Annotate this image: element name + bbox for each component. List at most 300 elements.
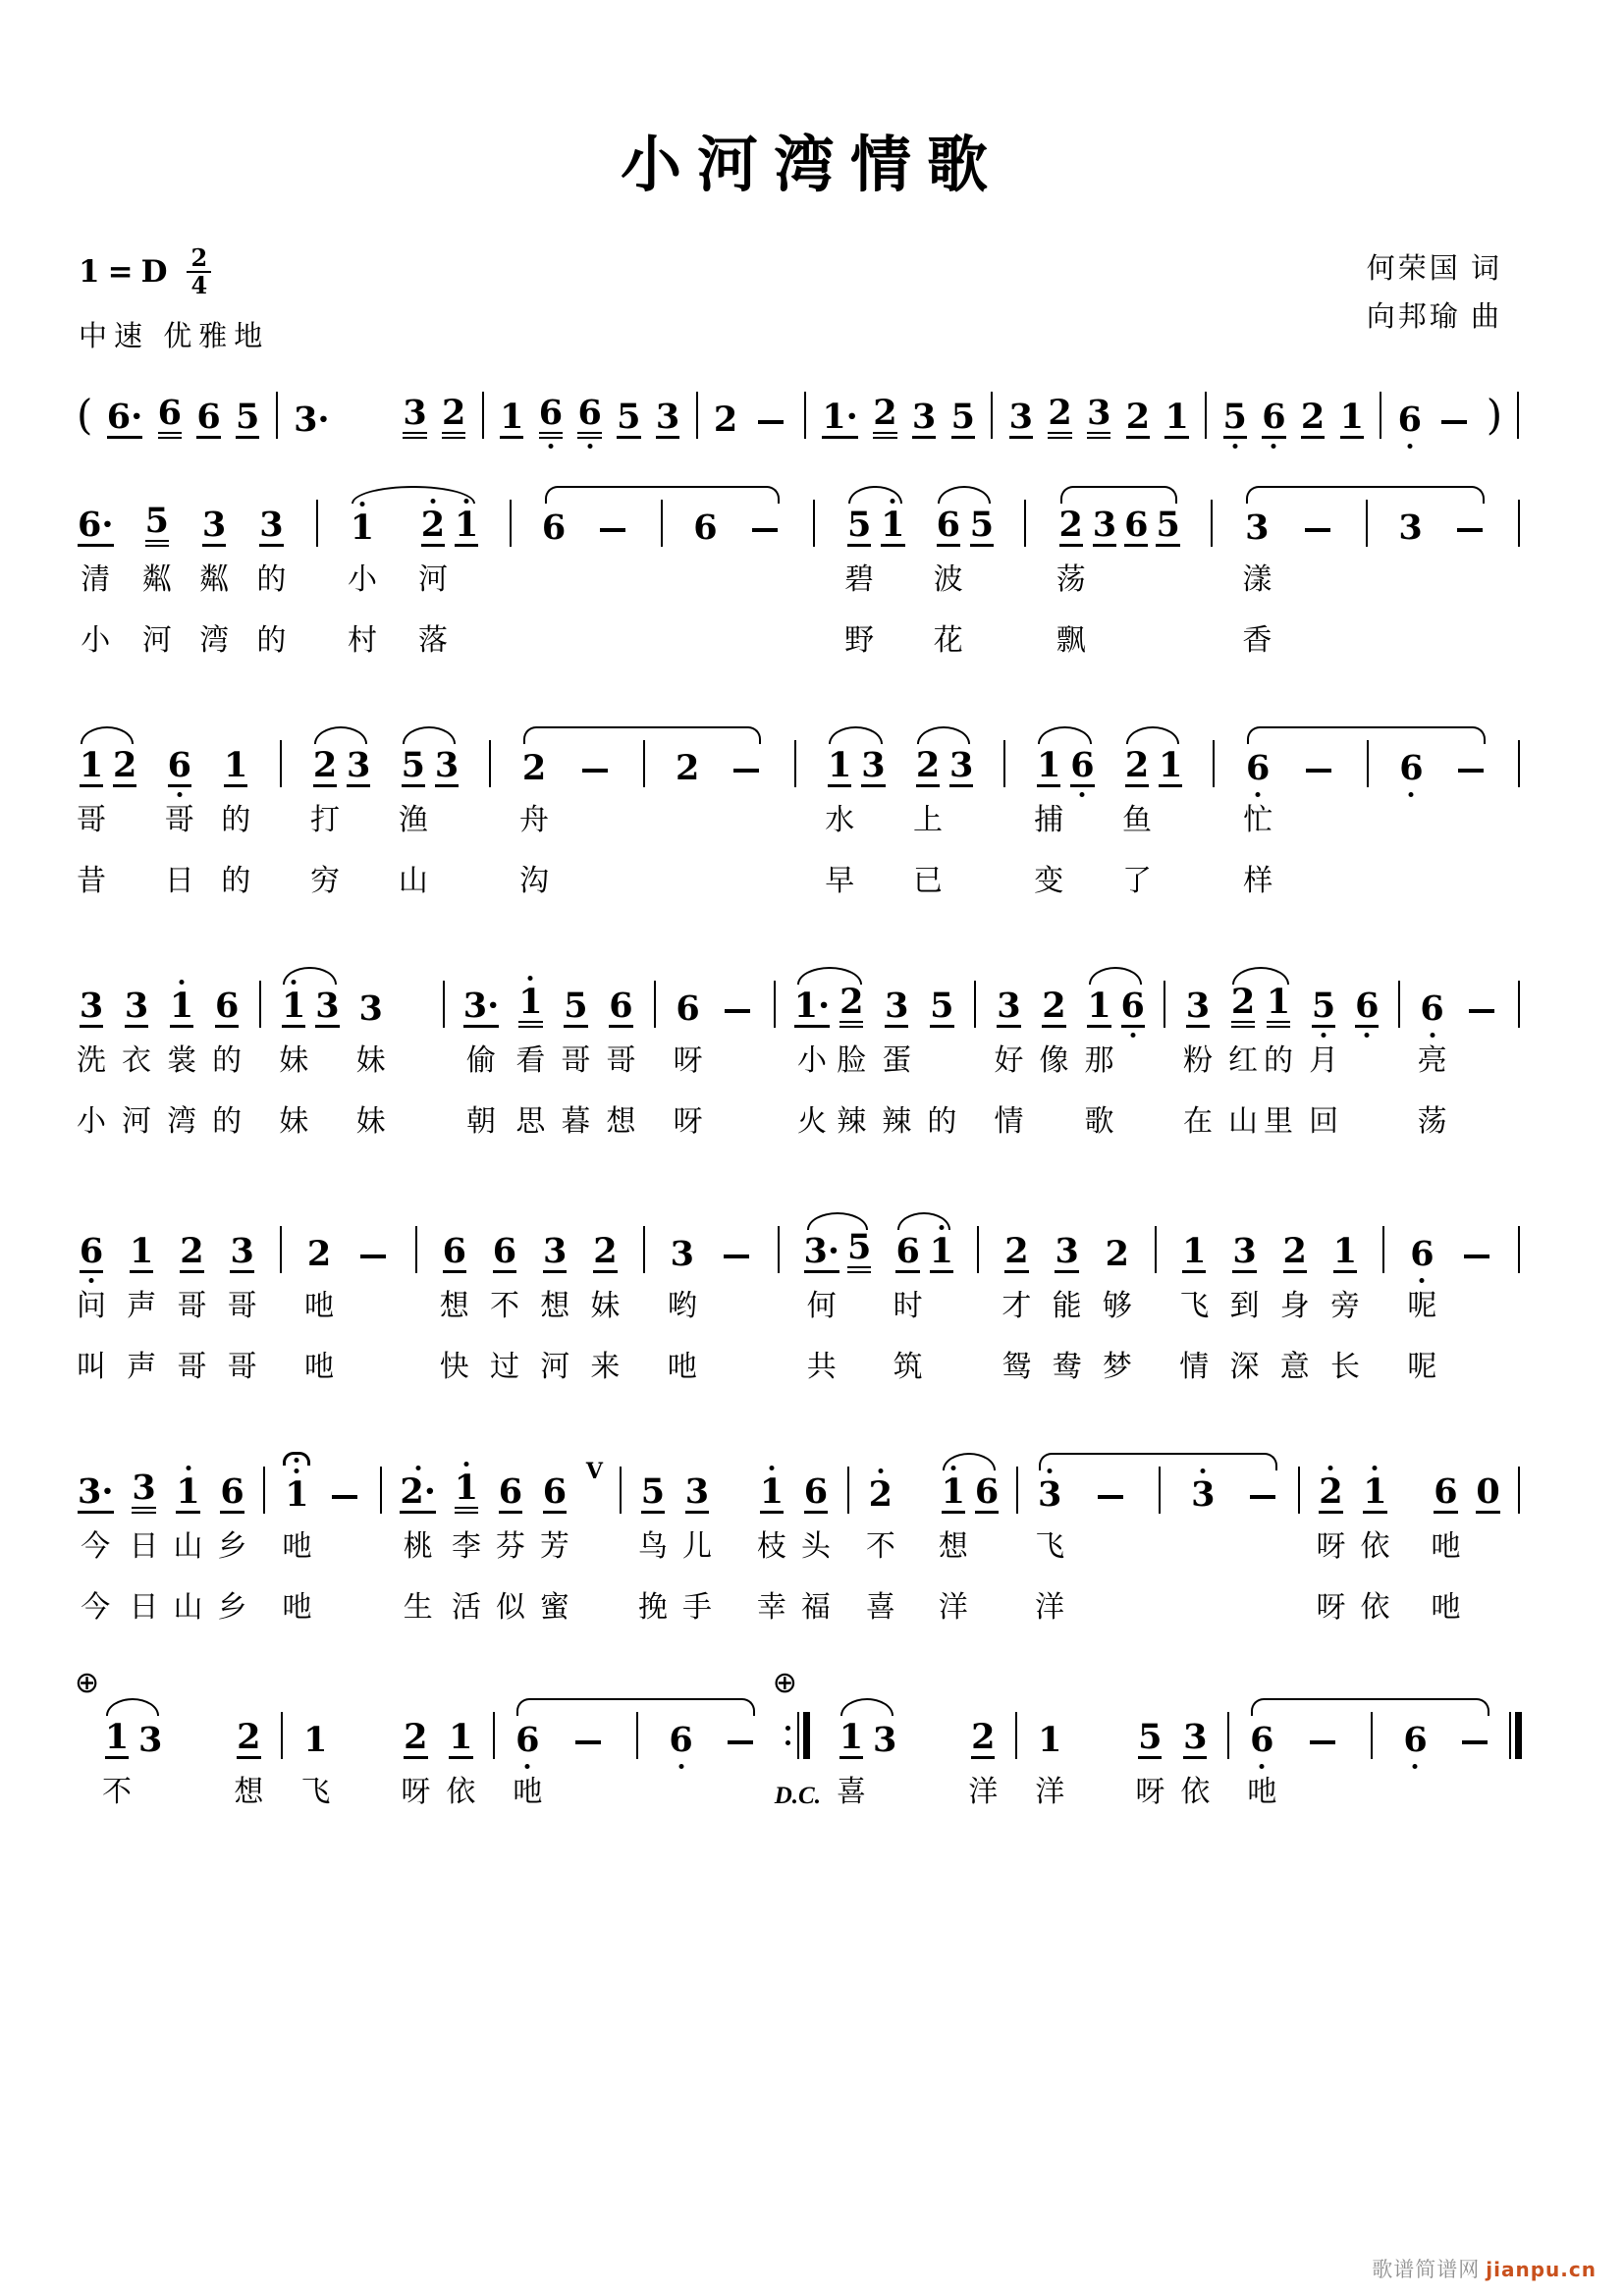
duration-dash	[360, 1255, 386, 1258]
note-digit: 5	[617, 397, 641, 437]
slur-notes	[102, 1702, 163, 1810]
coda-icon: ⊕	[75, 1666, 100, 1700]
note-digit: 5	[236, 397, 260, 437]
note	[640, 1471, 666, 1514]
music-system-7	[75, 1666, 1522, 1810]
notation-row	[563, 971, 588, 1028]
note-digit: 2	[1124, 745, 1150, 785]
note	[1185, 988, 1211, 1028]
notation-row	[1516, 1457, 1522, 1514]
note-digit: 3	[1037, 1474, 1062, 1515]
lyric-syllable: 哥	[77, 804, 106, 836]
slur-notes	[519, 730, 765, 899]
lyric-syllable: 吔	[513, 1776, 543, 1808]
notation-row	[258, 490, 284, 547]
note-digit: 5	[401, 745, 425, 785]
note-cell	[490, 1216, 519, 1385]
notation-row	[521, 730, 547, 787]
barline	[813, 500, 815, 547]
bar-cell	[487, 730, 493, 899]
lyric-syllable: 朝	[466, 1105, 497, 1138]
notation-row	[401, 730, 426, 787]
notation-row	[491, 1702, 497, 1759]
lyric-syllable: 依	[1360, 1530, 1390, 1563]
slur-notes	[934, 490, 995, 659]
notation-row	[827, 730, 852, 787]
note-cell	[927, 971, 956, 1140]
barline	[1398, 981, 1400, 1028]
notation-row	[1516, 1216, 1522, 1273]
notation-row	[929, 1216, 954, 1273]
duration-dash	[1469, 1009, 1494, 1013]
lyric-syllable: 鸳	[1001, 1351, 1032, 1383]
notation-row	[772, 971, 778, 1028]
lyric-syllable: 情	[994, 1105, 1024, 1138]
notation-row	[129, 1216, 154, 1273]
note-cell	[293, 382, 331, 439]
note	[401, 745, 426, 787]
notation-row	[802, 382, 808, 439]
note-digit: 2	[237, 1717, 261, 1757]
slur-notes	[1228, 971, 1293, 1140]
lyric-syllable: 吔	[1247, 1776, 1277, 1808]
notation-row	[950, 382, 976, 439]
note	[1041, 988, 1066, 1028]
note-cell	[1179, 1216, 1209, 1385]
note	[1054, 1231, 1079, 1273]
note-digit: 6	[492, 1231, 517, 1271]
note-digit: 2	[312, 745, 338, 785]
cell	[746, 490, 784, 659]
parenthesis: (	[77, 391, 93, 439]
note-digit: 1	[1159, 745, 1183, 785]
barline	[1518, 500, 1520, 547]
lyric-syllable: 碧	[844, 563, 875, 596]
notation-row	[1037, 1702, 1062, 1759]
note-digit: 1	[1332, 1231, 1358, 1271]
notation-row	[1419, 971, 1444, 1028]
notation-row	[1354, 971, 1380, 1028]
lyric-syllable: 来	[590, 1351, 621, 1383]
note-digit: 2	[404, 1717, 428, 1757]
lyric-syllable: 村	[347, 624, 377, 657]
duration-dash	[582, 769, 608, 773]
note-digit: 6	[1124, 505, 1149, 545]
note-digit: 1	[104, 1717, 130, 1757]
note-digit: 1	[224, 745, 248, 785]
notation-row	[1164, 382, 1189, 439]
meter-numerator: 2	[187, 245, 211, 273]
slur-notes	[803, 1216, 873, 1385]
note	[284, 1474, 309, 1515]
note-digit: 1	[1037, 745, 1061, 785]
notation-row	[223, 730, 248, 787]
note-cell	[1230, 1216, 1260, 1385]
barline	[1227, 1712, 1229, 1759]
note	[1092, 507, 1117, 547]
note-cell	[757, 1457, 786, 1626]
cell	[576, 730, 614, 899]
note-cell	[165, 730, 194, 899]
slur-notes	[1085, 971, 1146, 1140]
notation-row	[1452, 730, 1489, 787]
lyric-syllable: 打	[310, 804, 341, 836]
notation-row	[929, 971, 954, 1028]
notation-row	[821, 382, 859, 439]
duration-dash	[1250, 1495, 1275, 1499]
lyric-syllable: 辣	[882, 1105, 912, 1138]
notation-row	[354, 1216, 392, 1273]
note-digit: 3	[347, 745, 371, 785]
note-digit: 6	[1246, 748, 1271, 788]
note-digit: 3	[1232, 1231, 1257, 1271]
note	[293, 402, 331, 439]
note-digit: 6	[1434, 1471, 1458, 1512]
note	[1181, 1231, 1207, 1273]
note-digit: 2	[1048, 396, 1071, 439]
note	[1398, 748, 1424, 788]
bar-cell	[659, 490, 665, 659]
key-signature	[79, 245, 211, 299]
notation-row	[274, 382, 280, 439]
lyric-syllable: 了	[1122, 865, 1152, 897]
notation-row	[346, 730, 371, 787]
slur-group	[1122, 730, 1183, 899]
note	[839, 1717, 864, 1759]
barline	[696, 392, 698, 439]
barline	[847, 1467, 849, 1514]
notation-row	[1261, 382, 1286, 439]
note-digit: 6	[693, 507, 718, 548]
note-cell	[496, 1457, 525, 1626]
bar-cell	[694, 382, 700, 439]
notation-row	[728, 730, 765, 787]
lyric-syllable: 挽	[637, 1591, 668, 1624]
note-cell	[221, 730, 250, 899]
notation-row	[1230, 971, 1256, 1028]
notation-row	[1397, 490, 1423, 547]
note-cell	[616, 382, 641, 439]
notation-row	[1162, 971, 1167, 1028]
notation-row	[1487, 382, 1502, 439]
note-digit: 2	[593, 1231, 618, 1271]
lyric-syllable: 时	[893, 1290, 923, 1322]
cell	[179, 1702, 218, 1810]
lyric-syllable: 好	[994, 1044, 1024, 1077]
lyric-syllable: 吔	[667, 1351, 697, 1383]
bar-cell	[1365, 730, 1371, 899]
lyric-syllable: 不	[489, 1290, 519, 1322]
notation-row	[284, 1457, 309, 1514]
barline	[620, 1467, 622, 1514]
lyric-syllable: 呀	[673, 1105, 703, 1138]
slur-notes	[1122, 730, 1183, 899]
note	[498, 1471, 523, 1514]
lyric-syllable: 在	[1182, 1105, 1213, 1138]
lyric-syllable: 芳	[539, 1530, 569, 1563]
note-digit: 1	[455, 1470, 478, 1514]
note-digit: 1	[285, 1474, 309, 1515]
lyric-syllable: 鸟	[637, 1530, 668, 1563]
bar-cell	[776, 1216, 782, 1385]
notation-row	[542, 1216, 568, 1273]
cell	[1452, 730, 1489, 899]
note-digit: 1	[1363, 1471, 1387, 1512]
cell	[1435, 382, 1473, 439]
note-cell	[1316, 1457, 1345, 1626]
lyric-syllable: 山	[1228, 1105, 1259, 1138]
watermark-site-name: 歌谱简谱网	[1372, 2258, 1481, 2281]
notation-row	[1515, 382, 1521, 439]
composer-credit: 向邦瑜 曲	[1366, 301, 1502, 334]
music-system-4	[77, 971, 1522, 1140]
note-digit: 3	[79, 986, 104, 1026]
note-cell	[1056, 490, 1086, 659]
note-digit: 5	[1138, 1717, 1163, 1757]
barline	[1518, 981, 1520, 1028]
note-digit: 6	[442, 1231, 466, 1271]
notation-row	[1516, 730, 1522, 787]
note-cell	[282, 1457, 311, 1626]
note	[1311, 988, 1336, 1028]
note	[448, 1717, 473, 1759]
slur-notes	[1056, 490, 1181, 659]
bar-cell	[1225, 1702, 1231, 1810]
lyric-syllable: 呀	[673, 1044, 703, 1077]
duration-dash	[332, 1495, 357, 1499]
barline	[1159, 1467, 1161, 1514]
note-cell	[441, 382, 466, 439]
note	[1300, 397, 1326, 439]
barline	[1213, 740, 1215, 787]
note-digit: 6	[539, 396, 563, 439]
note-digit: 2	[1319, 1471, 1343, 1512]
notation-row	[413, 1216, 419, 1273]
notation-row	[169, 971, 194, 1028]
note	[969, 507, 995, 547]
lyric-syllable: 想	[234, 1776, 264, 1808]
note	[542, 1471, 568, 1514]
note	[675, 748, 700, 788]
barline	[280, 1226, 282, 1273]
notation-row	[969, 490, 995, 547]
lyric-syllable: 梦	[1102, 1351, 1132, 1383]
lyric-syllable: 早	[825, 865, 855, 897]
notation-row	[792, 730, 798, 787]
note-cell	[821, 382, 859, 439]
lyric-syllable: 蜜	[539, 1591, 569, 1624]
cell	[584, 1457, 603, 1626]
lyric-syllable: 的	[256, 624, 287, 657]
note	[1037, 1720, 1062, 1760]
note-cell	[1228, 971, 1258, 1140]
duration-dash	[1310, 1740, 1335, 1744]
lyric-syllable: 洋	[1035, 1776, 1065, 1808]
note-cell	[837, 1702, 866, 1810]
bar-cell	[413, 1216, 419, 1385]
note	[670, 1234, 695, 1274]
lyric-syllable: 渔	[398, 804, 428, 836]
lyric-syllable: 昔	[77, 865, 106, 897]
slur-group	[803, 1216, 873, 1385]
note	[713, 402, 738, 439]
notation-row	[1008, 382, 1034, 439]
notation-row	[1266, 971, 1291, 1028]
notation-row	[576, 382, 602, 439]
bar-cell	[1209, 490, 1215, 659]
note-digit: 6	[609, 986, 633, 1026]
lyric-syllable: 呢	[1407, 1290, 1437, 1322]
lyric-syllable: 吔	[1431, 1591, 1461, 1624]
duration-dash	[575, 1740, 601, 1744]
note-digit: 1	[929, 1231, 953, 1271]
bar-cell	[279, 1702, 285, 1810]
notation-row	[860, 730, 886, 787]
bar-cell	[1014, 1457, 1020, 1626]
barline	[804, 392, 806, 439]
lyric-syllable: 小	[77, 1105, 106, 1138]
lyric-syllable: 山	[173, 1591, 203, 1624]
thick-bar	[803, 1712, 810, 1759]
note-digit: 3	[543, 1231, 568, 1271]
note-digit: 2	[1004, 1231, 1029, 1271]
note-digit: 1	[759, 1471, 785, 1512]
cell	[1463, 971, 1500, 1140]
note-cell	[314, 971, 340, 1140]
lyric-syllable: 妹	[355, 1044, 386, 1077]
note	[129, 1231, 154, 1273]
notation-row	[1296, 1457, 1302, 1514]
notation-row	[1435, 382, 1473, 439]
note	[346, 745, 371, 787]
lyric-syllable: 日	[129, 1530, 159, 1563]
note-digit: 3	[138, 1720, 163, 1760]
notation-row	[1092, 1457, 1129, 1514]
barline	[493, 1712, 495, 1759]
note	[1182, 1717, 1208, 1759]
note	[576, 393, 602, 439]
lyric-syllable: 样	[1243, 865, 1273, 897]
note-cell	[440, 1216, 469, 1385]
note-digit: 1	[941, 1471, 965, 1512]
note-digit: 5	[145, 504, 169, 547]
note-digit: 2	[1042, 986, 1066, 1026]
notation-row	[1244, 490, 1270, 547]
note-digit: 3	[861, 745, 886, 785]
lyric-syllable: 不	[102, 1776, 132, 1808]
notation-row	[1475, 1457, 1500, 1514]
bar-cell	[1396, 971, 1402, 1140]
note	[79, 1231, 104, 1273]
note-cell	[1053, 1216, 1082, 1385]
bar-cell	[845, 1457, 851, 1626]
note-cell	[122, 971, 151, 1140]
lyric-syllable: 河	[122, 1105, 152, 1138]
note-cell	[1431, 1457, 1460, 1626]
notation-row	[278, 1216, 284, 1273]
note-cell	[638, 1457, 668, 1626]
lyric-syllable: D.C.	[774, 1783, 821, 1809]
note-cell	[195, 382, 221, 439]
lyric-syllable: 红	[1228, 1044, 1259, 1077]
note-cell	[235, 382, 260, 439]
lyric-syllable: 思	[515, 1105, 546, 1138]
notation-row	[77, 382, 92, 439]
note-digit: 6	[1399, 748, 1424, 788]
note-cell	[1418, 971, 1447, 1140]
notation-row	[616, 382, 641, 439]
notation-row	[1054, 1216, 1079, 1273]
slur-group	[1085, 971, 1146, 1140]
slur-group	[519, 730, 765, 899]
bar-cell	[1157, 1457, 1163, 1626]
barline	[276, 392, 278, 439]
note-cell	[803, 1216, 841, 1385]
lyric-syllable: 快	[439, 1351, 469, 1383]
cell	[1487, 382, 1502, 439]
notation-row	[1282, 1216, 1308, 1273]
notation-row	[974, 1457, 1000, 1514]
lyric-syllable: 亮	[1417, 1044, 1447, 1077]
note-cell	[1039, 971, 1068, 1140]
lyric-syllable: 呀	[401, 1776, 431, 1808]
lyric-syllable: 幸	[756, 1591, 786, 1624]
note-digit: 3	[124, 986, 149, 1026]
notation-row	[668, 1702, 693, 1759]
note-digit: 1·	[793, 986, 831, 1026]
note-cell	[1402, 1702, 1428, 1810]
note	[179, 1231, 204, 1273]
lyric-syllable: 的	[212, 1105, 243, 1138]
notation-row	[1409, 1216, 1435, 1273]
lyric-syllable: 哥	[177, 1290, 207, 1322]
cell	[383, 490, 412, 659]
lyricist-credit: 何荣国 词	[1366, 253, 1502, 285]
note-cell	[1155, 490, 1180, 659]
note-cell	[1085, 971, 1114, 1140]
notation-row	[1125, 382, 1151, 439]
notation-row	[1211, 730, 1217, 787]
notation-row	[79, 1216, 104, 1273]
note	[77, 507, 115, 547]
lyric-syllable: 飞	[1035, 1530, 1065, 1563]
notation-row	[314, 971, 340, 1028]
notation-row	[499, 382, 524, 439]
notation-row	[1185, 971, 1211, 1028]
lyric-syllable: 飞	[1179, 1290, 1210, 1322]
slur-notes	[825, 730, 886, 899]
note	[803, 1231, 841, 1273]
lyric-syllable: 乡	[217, 1530, 247, 1563]
time-signature	[187, 245, 211, 299]
notation-row	[1041, 971, 1066, 1028]
note-cell	[1398, 730, 1424, 899]
notation-row	[972, 971, 978, 1028]
duration-dash	[724, 1255, 749, 1258]
bar-cell	[1022, 490, 1028, 659]
notation-row	[112, 730, 137, 787]
lyric-syllable: 呀	[1135, 1776, 1165, 1808]
cell	[569, 1702, 607, 1810]
note	[655, 397, 680, 439]
lyric-syllable: 哥	[227, 1290, 257, 1322]
notation-row	[719, 971, 756, 1028]
note-digit: 1	[79, 745, 104, 785]
thin-bar	[797, 1712, 799, 1759]
note	[1036, 745, 1061, 787]
note-cell	[1122, 730, 1152, 899]
lyric-syllable: 洋	[1035, 1591, 1065, 1624]
